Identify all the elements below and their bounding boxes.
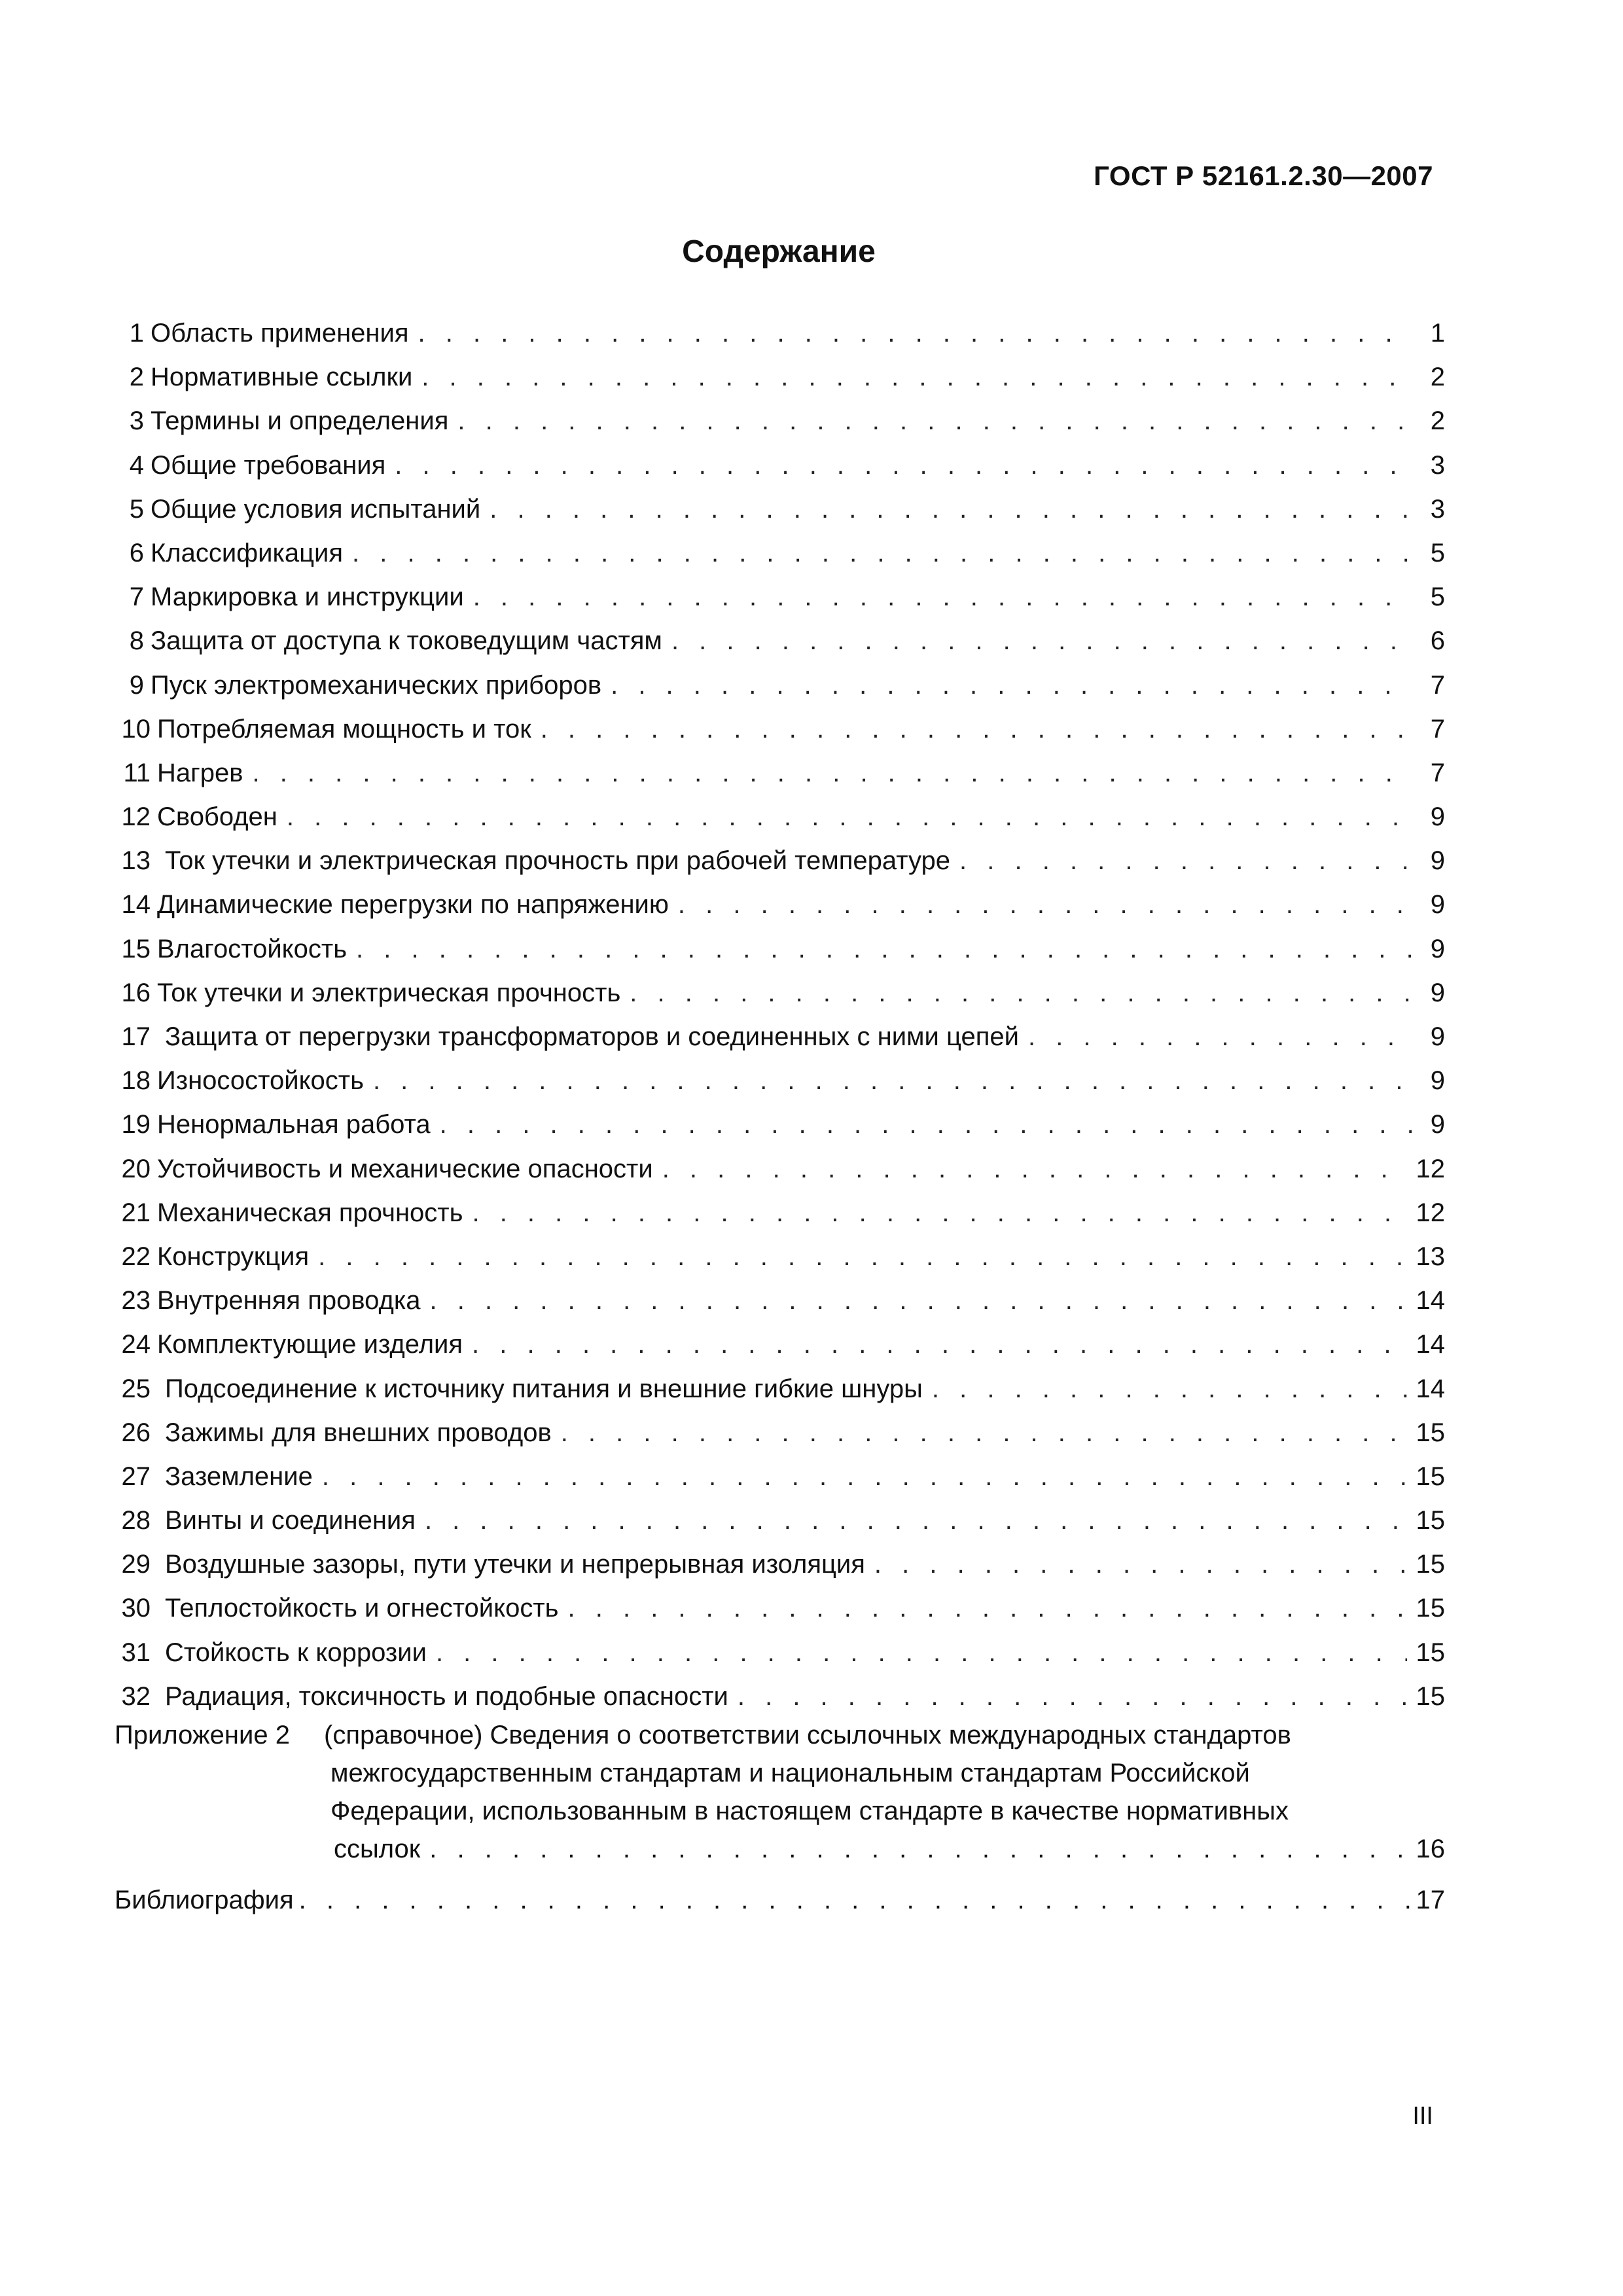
toc-item-30[interactable]	[115, 1587, 1445, 1630]
toc-item-page: 13	[1416, 1242, 1445, 1271]
page-title: Содержание	[682, 234, 876, 269]
toc-item-page: 9	[1430, 1022, 1445, 1051]
toc-item-text: Термины и определения	[151, 406, 449, 436]
toc-item-text: Свободен	[157, 802, 277, 832]
toc-item-number: 26	[121, 1418, 151, 1447]
toc-item-27[interactable]	[115, 1455, 1445, 1499]
toc-item-text: Конструкция	[157, 1242, 310, 1271]
toc-dot-leader	[568, 1587, 1407, 1630]
toc-dot-leader	[440, 1103, 1412, 1147]
toc-item-page: 7	[1430, 670, 1445, 700]
toc-dot-leader	[959, 839, 1412, 883]
toc-dot-leader	[1028, 1015, 1412, 1059]
toc-item-number: 31	[121, 1638, 151, 1667]
toc-item-page: 1	[1430, 319, 1445, 348]
toc-item-text: Воздушные зазоры, пути утечки и непрерывная изоляция	[165, 1550, 865, 1579]
toc-dot-leader	[318, 1235, 1406, 1279]
toc-dot-leader	[457, 399, 1412, 443]
toc-item-number: 2	[129, 363, 144, 392]
toc-item-14[interactable]	[115, 883, 1445, 927]
toc-item-23[interactable]	[115, 1279, 1445, 1323]
toc-item-text: Износостойкость	[157, 1066, 364, 1096]
toc-item-28[interactable]	[115, 1499, 1445, 1543]
toc-item-page: 15	[1416, 1638, 1445, 1667]
toc-item-text: Влагостойкость	[157, 934, 348, 963]
toc-item-text: Общие условия испытаний	[151, 494, 481, 524]
appendix-label: Приложение 2	[115, 1721, 290, 1749]
toc-item-number: 24	[121, 1330, 151, 1359]
toc-item-page: 9	[1430, 978, 1445, 1007]
toc-item-text: Общие требования	[151, 450, 386, 480]
toc-dot-leader	[299, 1878, 1411, 1922]
toc-item-page: 7	[1430, 714, 1445, 744]
toc-dot-leader	[429, 1830, 1406, 1868]
toc-item-page: 15	[1416, 1681, 1445, 1711]
toc-dot-leader	[418, 312, 1412, 355]
toc-item-page: 15	[1416, 1594, 1445, 1623]
toc-item-5[interactable]	[115, 488, 1445, 531]
toc-item-page: 5	[1430, 583, 1445, 612]
toc-item-11[interactable]	[115, 751, 1445, 795]
toc-item-22[interactable]	[115, 1235, 1445, 1279]
toc-item-6[interactable]	[115, 531, 1445, 575]
toc-dot-leader	[252, 751, 1412, 795]
toc-item-page: 2	[1430, 363, 1445, 392]
toc-item-number: 28	[121, 1506, 151, 1535]
toc-item-text: Зажимы для внешних проводов	[165, 1418, 552, 1447]
toc-item-16[interactable]	[115, 971, 1445, 1015]
toc-item-page: 14	[1416, 1286, 1445, 1316]
toc-dot-leader	[287, 795, 1412, 839]
toc-item-text: Область применения	[151, 319, 409, 348]
toc-item-text: Маркировка и инструкции	[151, 583, 464, 612]
toc-item-4[interactable]	[115, 444, 1445, 488]
appendix-text-line-1: (справочное) Сведения о соответствии ссылочных международных стандартов	[324, 1721, 1291, 1749]
toc-item-number: 21	[121, 1198, 151, 1227]
toc-item-text: Классификация	[151, 538, 344, 567]
toc-item-page: 14	[1416, 1374, 1445, 1403]
toc-item-number: 19	[121, 1110, 151, 1139]
toc-item-text: Пуск электромеханических приборов	[151, 670, 602, 700]
toc-item-page: 6	[1430, 626, 1445, 656]
appendix-text-line-2: межгосударственным стандартам и национальным стандартам Российской	[330, 1759, 1250, 1787]
toc-item-32[interactable]	[115, 1675, 1445, 1719]
toc-dot-leader	[662, 1147, 1407, 1191]
toc-item-number: 4	[129, 450, 144, 480]
toc-item-9[interactable]	[115, 664, 1445, 708]
toc-item-text: Ток утечки и электрическая прочность	[157, 978, 621, 1007]
toc-item-page: 7	[1430, 758, 1445, 787]
appendix-text-line-3: Федерации, использованным в настоящем стандарте в качестве нормативных	[330, 1797, 1289, 1825]
toc-item-text: Нормативные ссылки	[151, 363, 413, 392]
appendix-page: 16	[1416, 1835, 1445, 1863]
toc-bibliography-entry[interactable]	[115, 1878, 1445, 1922]
toc-item-page: 9	[1430, 1110, 1445, 1139]
toc-item-number: 20	[121, 1154, 151, 1183]
toc-item-number: 16	[121, 978, 151, 1007]
toc-item-19[interactable]	[115, 1103, 1445, 1147]
toc-item-text: Механическая прочность	[157, 1198, 463, 1227]
toc-dot-leader	[490, 488, 1412, 531]
toc-item-number: 11	[123, 758, 151, 787]
toc-item-17[interactable]	[115, 1015, 1445, 1059]
toc-item-page: 9	[1430, 1066, 1445, 1096]
toc-item-29[interactable]	[115, 1543, 1445, 1587]
toc-item-number: 30	[121, 1594, 151, 1623]
toc-item-number: 10	[121, 714, 151, 744]
toc-item-text: Стойкость к коррозии	[165, 1638, 427, 1667]
toc-item-13[interactable]	[115, 839, 1445, 883]
toc-item-text: Радиация, токсичность и подобные опасности	[165, 1681, 728, 1711]
appendix-text-line-4: ссылок	[334, 1835, 421, 1863]
toc-item-page: 5	[1430, 538, 1445, 567]
toc-dot-leader	[541, 708, 1412, 751]
toc-item-10[interactable]	[115, 708, 1445, 751]
toc-item-number: 32	[121, 1681, 151, 1711]
toc-item-number: 15	[121, 934, 151, 963]
bibliography-text: Библиография	[115, 1886, 294, 1914]
toc-dot-leader	[429, 1279, 1406, 1323]
toc-dot-leader	[373, 1059, 1412, 1103]
toc-item-18[interactable]	[115, 1059, 1445, 1103]
toc-appendix-entry[interactable]	[115, 1716, 1445, 1868]
toc-item-26[interactable]	[115, 1411, 1445, 1455]
toc-item-page: 3	[1430, 494, 1445, 524]
toc-item-text: Нагрев	[157, 758, 243, 787]
toc-item-number: 1	[129, 319, 144, 348]
toc-item-7[interactable]	[115, 575, 1445, 619]
toc-dot-leader	[472, 1191, 1406, 1235]
toc-dot-leader	[356, 927, 1412, 971]
toc-item-number: 22	[121, 1242, 151, 1271]
toc-item-3[interactable]	[115, 399, 1445, 443]
toc-item-2[interactable]	[115, 355, 1445, 399]
toc-item-number: 25	[121, 1374, 151, 1403]
toc-item-page: 9	[1430, 934, 1445, 963]
toc-item-1[interactable]	[115, 312, 1445, 355]
page-number: III	[1412, 2102, 1433, 2130]
toc-dot-leader	[421, 355, 1412, 399]
toc-item-31[interactable]	[115, 1631, 1445, 1675]
toc-dot-leader	[678, 883, 1412, 927]
toc-dot-leader	[932, 1367, 1407, 1411]
toc-item-text: Винты и соединения	[165, 1506, 416, 1535]
toc-item-page: 9	[1430, 890, 1445, 920]
toc-item-number: 5	[129, 494, 144, 524]
toc-dot-leader	[322, 1455, 1407, 1499]
toc-item-text: Заземление	[165, 1462, 313, 1491]
toc-item-number: 7	[129, 583, 144, 612]
toc-item-number: 13	[121, 846, 151, 876]
toc-item-number: 29	[121, 1550, 151, 1579]
toc-dot-leader	[611, 664, 1412, 708]
toc-dot-leader	[473, 575, 1412, 619]
toc-item-24[interactable]	[115, 1323, 1445, 1367]
toc-item-21[interactable]	[115, 1191, 1445, 1235]
toc-item-number: 3	[129, 406, 144, 436]
toc-item-number: 6	[129, 538, 144, 567]
toc-dot-leader	[874, 1543, 1407, 1587]
toc-item-25[interactable]	[115, 1367, 1445, 1411]
toc-item-number: 12	[121, 802, 151, 832]
toc-item-page: 12	[1416, 1198, 1445, 1227]
toc-dot-leader	[472, 1323, 1406, 1367]
toc-item-number: 23	[121, 1286, 151, 1316]
toc-item-page: 15	[1416, 1506, 1445, 1535]
table-of-contents	[115, 312, 1445, 1719]
toc-item-text: Ненормальная работа	[157, 1110, 431, 1139]
toc-dot-leader	[671, 619, 1412, 663]
toc-item-page: 15	[1416, 1462, 1445, 1491]
toc-item-text: Динамические перегрузки по напряжению	[157, 890, 669, 920]
toc-item-12[interactable]	[115, 795, 1445, 839]
toc-dot-leader	[395, 444, 1412, 488]
toc-item-20[interactable]	[115, 1147, 1445, 1191]
toc-item-page: 14	[1416, 1330, 1445, 1359]
toc-item-text: Комплектующие изделия	[157, 1330, 463, 1359]
toc-dot-leader	[561, 1411, 1407, 1455]
toc-dot-leader	[425, 1499, 1407, 1543]
toc-item-15[interactable]	[115, 927, 1445, 971]
toc-item-text: Защита от доступа к токоведущим частям	[151, 626, 662, 656]
toc-item-text: Потребляемая мощность и ток	[157, 714, 531, 744]
toc-item-number: 9	[129, 670, 144, 700]
toc-dot-leader	[436, 1631, 1407, 1675]
toc-item-page: 9	[1430, 802, 1445, 832]
toc-item-page: 15	[1416, 1550, 1445, 1579]
toc-item-number: 27	[121, 1462, 151, 1491]
toc-item-number: 14	[121, 890, 151, 920]
toc-item-text: Защита от перегрузки трансформаторов и соединенных с ними цепей	[165, 1022, 1019, 1051]
toc-item-number: 17	[121, 1022, 151, 1051]
toc-item-page: 9	[1430, 846, 1445, 876]
bibliography-page: 17	[1416, 1886, 1445, 1914]
toc-dot-leader	[630, 971, 1412, 1015]
toc-item-page: 15	[1416, 1418, 1445, 1447]
toc-item-8[interactable]	[115, 619, 1445, 663]
toc-dot-leader	[352, 531, 1412, 575]
toc-item-page: 3	[1430, 450, 1445, 480]
toc-dot-leader	[738, 1675, 1407, 1719]
toc-item-text: Ток утечки и электрическая прочность при рабочей температуре	[165, 846, 951, 876]
toc-item-page: 2	[1430, 406, 1445, 436]
toc-item-number: 18	[121, 1066, 151, 1096]
document-code: ГОСТ Р 52161.2.30—2007	[1094, 160, 1433, 191]
toc-item-number: 8	[129, 626, 144, 656]
toc-item-text: Внутренняя проводка	[157, 1286, 421, 1316]
toc-item-text: Теплостойкость и огнестойкость	[165, 1594, 559, 1623]
toc-item-page: 12	[1416, 1154, 1445, 1183]
toc-item-text: Устойчивость и механические опасности	[157, 1154, 653, 1183]
toc-item-text: Подсоединение к источнику питания и внешние гибкие шнуры	[165, 1374, 923, 1403]
